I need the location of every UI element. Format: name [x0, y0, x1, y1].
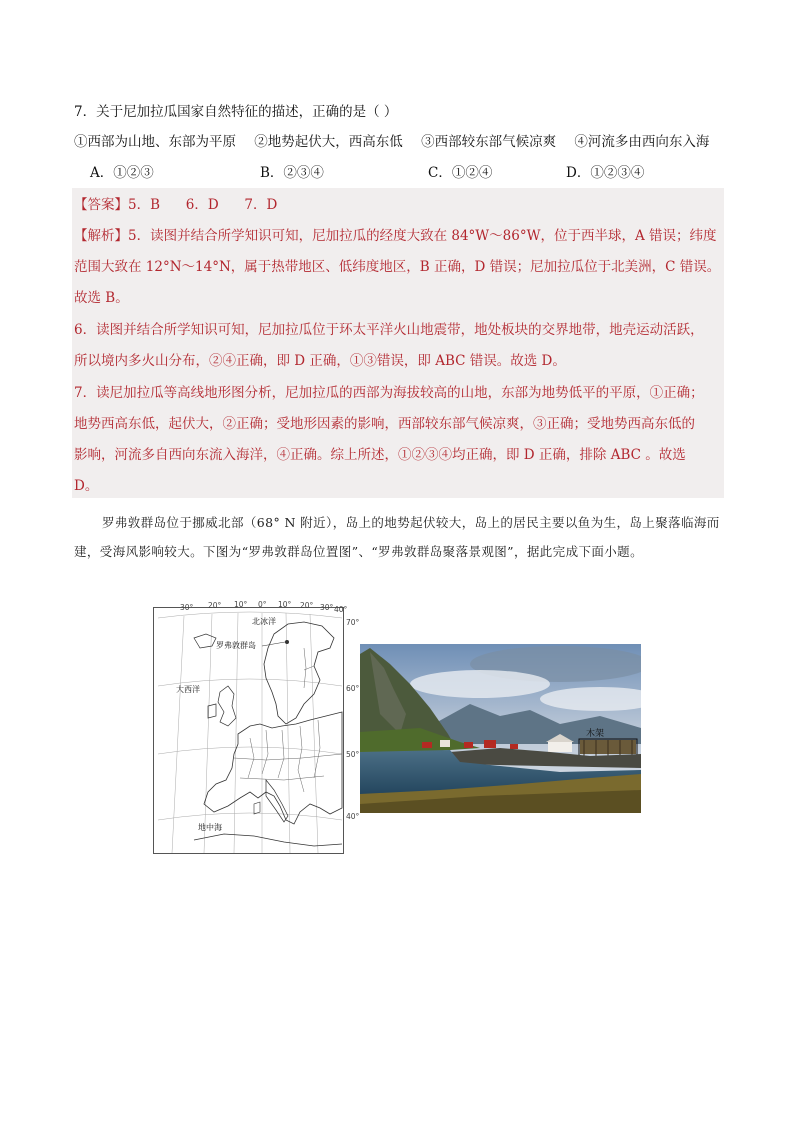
lon-label-20w: 20°	[208, 601, 222, 610]
analysis-line-6: 7．读尼加拉瓜等高线地形图分析，尼加拉瓜的西部为海拔较高的山地，东部为地势低平的平原，①正确；	[74, 385, 704, 401]
lon-label-10e: 10°	[278, 600, 292, 609]
answer-text: 5．B 6．D 7．D	[128, 197, 278, 213]
passage-text: 罗弗敦群岛位于挪威北部（68° N 附近），岛上的地势起伏较大，岛上的居民主要以鱼为生，岛上聚落临海而建，受海风影响较大。下图为“罗弗敦群岛位置图”、“罗弗敦群岛聚落景观图”，据此完成下面小题。	[74, 515, 720, 559]
analysis-line-8: 影响，河流多自西向东流入海洋，④正确。综上所述，①②③④均正确，即 D 正确，排除 ABC 。故选	[74, 447, 686, 463]
question-7-statements	[74, 132, 723, 152]
lon-label-30e: 30°	[320, 603, 334, 612]
analysis-line-1	[74, 226, 717, 246]
lon-label-10w: 10°	[234, 600, 248, 609]
analysis-line-9: D。	[74, 478, 99, 494]
statement-2: ②地势起伏大，西高东低	[254, 134, 403, 150]
option-a: A．①②③	[90, 165, 154, 181]
analysis-line-2: 范围大致在 12°N～14°N，属于热带地区、低纬度地区，B 正确，D 错误；尼加拉瓜位于北美洲，C 错误。	[74, 259, 721, 275]
location-map	[153, 600, 360, 854]
analysis-line-4: 6．读图并结合所学知识可知，尼加拉瓜位于环太平洋火山地震带，地处板块的交界地带，地壳运动活跃，	[74, 322, 704, 338]
statement-4: ④河流多由西向东入海	[574, 134, 710, 150]
lat-label-70: 70°	[346, 618, 360, 627]
lon-label-20e: 20°	[300, 601, 314, 610]
analysis-line-7: 地势西高东低，起伏大，②正确；受地形因素的影响，西部较东部气候凉爽，③正确；受地势西高东低的	[74, 416, 695, 432]
option-b: B．②③④	[260, 165, 324, 181]
lon-label-0: 0°	[258, 600, 267, 609]
atlantic-ocean-label: 大西洋	[176, 685, 200, 694]
mediterranean-sea-label: 地中海	[198, 823, 222, 832]
lon-label-40e: 40°	[334, 605, 348, 614]
option-d: D．①②③④	[566, 165, 645, 181]
lat-label-60: 60°	[346, 684, 360, 693]
analysis-line-5: 所以境内多火山分布，②④正确，即 D 正确，①③错误，即 ABC 错误。故选 D。	[74, 353, 566, 369]
lat-label-40: 40°	[346, 812, 360, 821]
arctic-ocean-label: 北冰洋	[252, 617, 276, 626]
statement-3: ③西部较东部气候凉爽	[421, 134, 557, 150]
answer-tag: 【答案】	[74, 197, 128, 213]
lofoten-islands-label: 罗弗敦群岛	[216, 641, 256, 650]
settlement-photo	[360, 644, 641, 813]
analysis-line-3: 故选 B。	[74, 290, 129, 306]
lat-label-50: 50°	[346, 750, 360, 759]
statement-1: ①西部为山地、东部为平原	[74, 134, 236, 150]
analysis-tag: 【解析】	[74, 228, 128, 244]
question-7-options	[90, 163, 644, 183]
answer-line	[74, 195, 277, 215]
wooden-rack-label: 木架	[586, 729, 605, 739]
lon-label-30w: 30°	[180, 603, 194, 612]
question-7-stem: 7．关于尼加拉瓜国家自然特征的描述，正确的是（ ）	[74, 104, 398, 120]
option-c: C．①②④	[428, 165, 493, 181]
analysis-text-1: 5．读图并结合所学知识可知，尼加拉瓜的经度大致在 84°W～86°W，位于西半球，A 错误；纬度	[128, 228, 717, 244]
